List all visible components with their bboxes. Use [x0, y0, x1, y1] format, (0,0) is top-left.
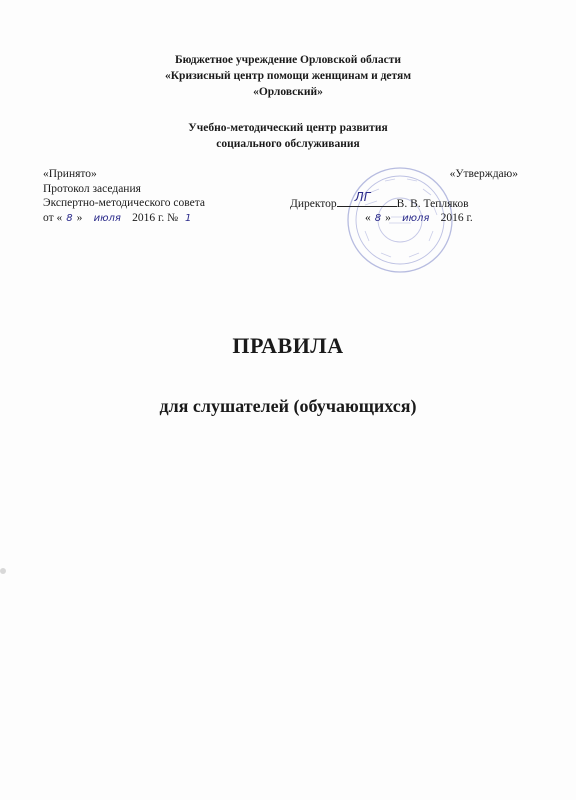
- approve-handwritten-month: июля: [402, 212, 430, 224]
- header-line-2: «Кризисный центр помощи женщинам и детям: [164, 70, 412, 82]
- accepted-label: «Принято»: [43, 168, 97, 180]
- punch-hole-mark: [0, 568, 6, 574]
- header-line-4: Учебно-методический центр развития: [188, 122, 388, 134]
- approve-date-open: «: [365, 211, 371, 224]
- approve-label: «Утверждаю»: [449, 168, 518, 180]
- director-line: [290, 190, 518, 211]
- approve-date-year: 2016 г.: [440, 211, 473, 224]
- department-header: [0, 120, 576, 152]
- handwritten-day: 8: [66, 212, 73, 224]
- date-prefix: от «: [43, 211, 63, 224]
- approve-date-close: »: [385, 211, 391, 224]
- accepted-date: [43, 211, 205, 226]
- date-year: 2016 г. №: [132, 211, 179, 224]
- signature-line: [337, 190, 397, 207]
- director-name: В. В. Тепляков: [396, 198, 469, 210]
- document-title: ПРАВИЛА: [232, 333, 344, 358]
- signature: ЛГ: [354, 190, 371, 204]
- date-mid: »: [76, 211, 83, 224]
- approve-block: [290, 167, 518, 225]
- handwritten-month: июля: [93, 212, 121, 224]
- header-line-3: «Орловский»: [253, 86, 323, 98]
- header-line-5: социального обслуживания: [216, 138, 360, 150]
- approve-date: [290, 211, 518, 226]
- document-subtitle: для слушателей (обучающихся): [159, 396, 417, 416]
- director-label: Директор: [290, 198, 337, 210]
- approve-handwritten-day: 8: [374, 212, 382, 224]
- accepted-block: [43, 167, 205, 225]
- protocol-label: Протокол заседания: [43, 182, 141, 195]
- header-line-1: Бюджетное учреждение Орловской области: [174, 54, 402, 66]
- handwritten-protocol-number: 1: [185, 212, 192, 224]
- organization-header: [0, 52, 576, 100]
- council-label: Экспертно-методического совета: [43, 197, 205, 209]
